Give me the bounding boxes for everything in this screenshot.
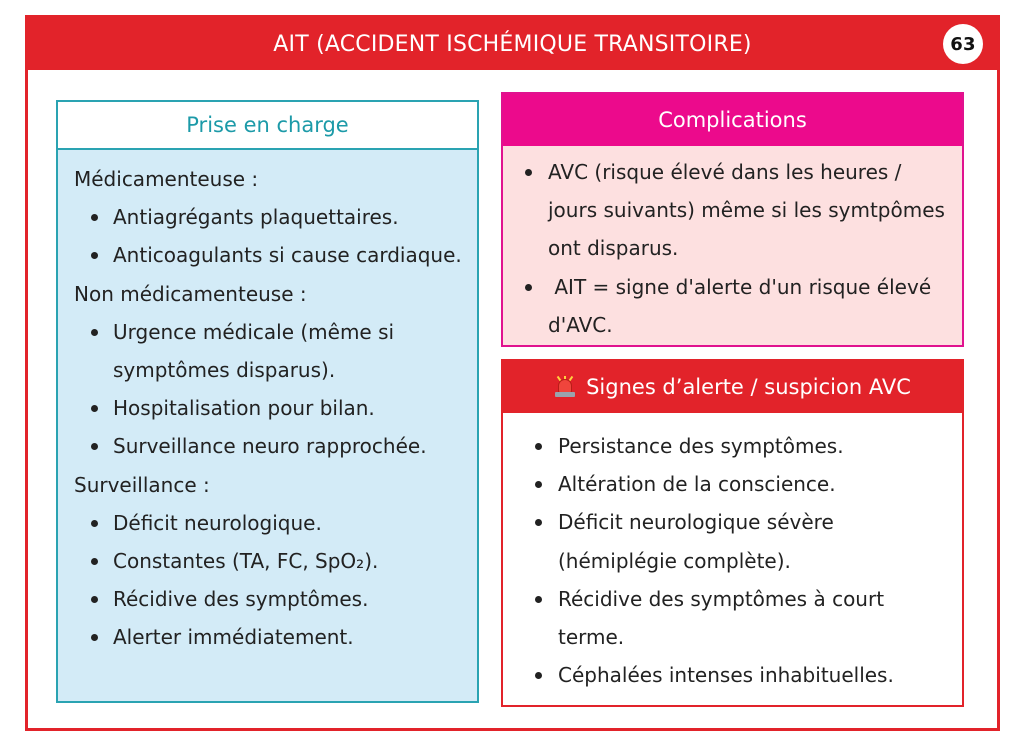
list-item: Surveillance neuro rapprochée. xyxy=(74,427,463,465)
list-item: Alerter immédiatement. xyxy=(74,618,463,656)
list-item: Anticoagulants si cause cardiaque. xyxy=(74,236,463,274)
complications-title: Complications xyxy=(503,94,962,146)
header-bar xyxy=(28,18,997,70)
medicamenteuse-label: Médicamenteuse : xyxy=(74,167,259,191)
list-item: AVC (risque élevé dans les heures / jours suivants) même si les symtpômes ont disparus. xyxy=(519,153,948,268)
sheet-frame xyxy=(25,15,1000,731)
list-item: Récidive des symptômes à court terme. xyxy=(529,580,948,656)
signes-alerte-body xyxy=(503,413,962,694)
medicamenteuse-list xyxy=(74,198,463,274)
list-item: Constantes (TA, FC, SpO₂). xyxy=(74,542,463,580)
signes-alerte-header xyxy=(503,361,962,413)
surveillance-label: Surveillance : xyxy=(74,472,210,497)
list-item: Persistance des symptômes. xyxy=(529,427,948,465)
page-number-badge: 63 xyxy=(943,24,983,64)
complications-list xyxy=(519,153,948,344)
complications-body xyxy=(503,146,962,344)
list-item: Déficit neurologique sévère (hémiplégie complète). xyxy=(529,503,948,579)
siren-icon xyxy=(554,376,576,398)
list-item: Céphalées intenses inhabituelles. xyxy=(529,656,948,694)
signes-alerte-list xyxy=(529,427,948,694)
prise-en-charge-box xyxy=(56,100,479,703)
prise-en-charge-title: Prise en charge xyxy=(58,102,477,150)
signes-alerte-title: Signes d’alerte / suspicion AVC xyxy=(586,375,911,399)
surveillance-list xyxy=(74,504,463,657)
list-item: Récidive des symptômes. xyxy=(74,580,463,618)
signes-alerte-box xyxy=(501,359,964,707)
non-medicamenteuse-label: Non médicamenteuse : xyxy=(74,281,307,306)
list-item: Altération de la conscience. xyxy=(529,465,948,503)
page-title: AIT (ACCIDENT ISCHÉMIQUE TRANSITOIRE) xyxy=(273,31,752,57)
prise-en-charge-body xyxy=(58,150,477,657)
list-item: Urgence médicale (même si symptômes disparus). xyxy=(74,313,463,389)
list-item: AIT = signe d'alerte d'un risque élevé d'AVC. xyxy=(519,268,948,344)
list-item: Antiagrégants plaquettaires. xyxy=(74,198,463,236)
complications-box xyxy=(501,92,964,347)
non-medicamenteuse-list xyxy=(74,313,463,466)
list-item: Déficit neurologique. xyxy=(74,504,463,542)
list-item: Hospitalisation pour bilan. xyxy=(74,389,463,427)
